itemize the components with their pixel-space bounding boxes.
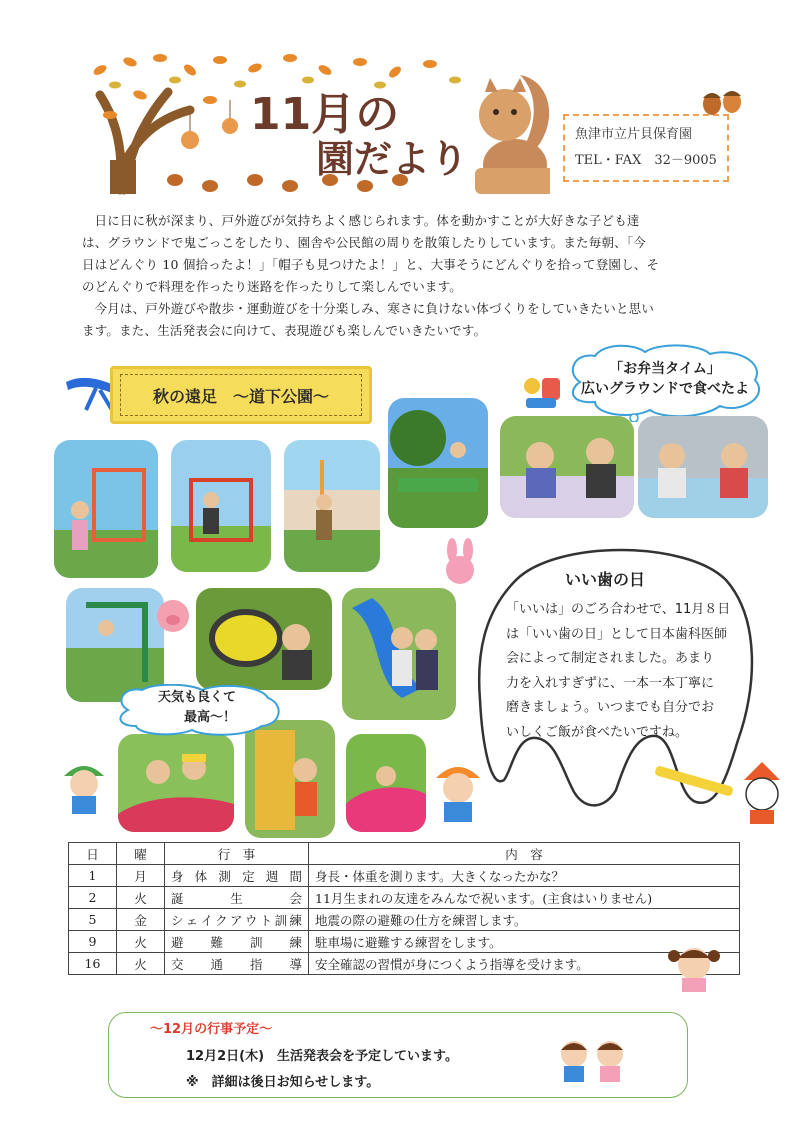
intro-line: ます。また、生活発表会に向けて、表現遊びも楽しんでいきたいです。 <box>82 323 487 338</box>
outing-photo <box>346 734 426 832</box>
school-name: 魚津市立片貝保育園 <box>575 127 693 142</box>
page-title: 園だより <box>316 137 469 181</box>
column-header: 日 <box>69 843 117 865</box>
toothbrush-character-icon <box>650 760 790 844</box>
child-character-icon <box>58 756 110 822</box>
header-illustration <box>80 40 550 200</box>
cell-weekday: 金 <box>117 909 165 931</box>
outing-photo <box>118 734 234 832</box>
cell-day: 2 <box>69 887 117 909</box>
cell-detail: 11月生まれの友達をみんなで祝います。(主食はいりません) <box>309 887 740 909</box>
teeth-text-line: いしくご飯が食べたいですね。 <box>506 724 689 740</box>
next-month-event: 12月2日(木) 生活発表会を予定しています。 <box>186 1049 458 1064</box>
intro-paragraph-1 <box>82 210 726 342</box>
cell-detail: 安全確認の習慣が身につくよう指導を受けます。 <box>309 953 740 975</box>
girl-character-icon <box>664 940 724 998</box>
cell-day: 1 <box>69 865 117 887</box>
outing-photo <box>171 440 271 572</box>
outing-photo <box>342 588 456 720</box>
school-info-box <box>563 114 729 182</box>
cell-weekday: 月 <box>117 865 165 887</box>
teeth-text-line: 力を入れすぎずに、一本一本丁寧に <box>506 675 715 691</box>
lunch-bubble-line-2: 広いグラウンドで食べたよ <box>581 381 749 397</box>
teeth-text-line: 「いいは」のごろ合わせで、11月８日 <box>506 602 731 617</box>
cell-event: シェイクアウト訓練 <box>165 909 309 931</box>
cell-event: 誕生会 <box>165 887 309 909</box>
table-header-row <box>69 843 740 865</box>
cell-detail: 身長・体重を測ります。大きくなったかな？ <box>309 865 740 887</box>
column-header: 行 事 <box>165 843 309 865</box>
table-row <box>69 887 740 909</box>
next-month-note: ※ 詳細は後日お知らせします。 <box>186 1075 380 1090</box>
outing-banner-label: 秋の遠足 ～道下公園～ <box>152 386 329 406</box>
teeth-day-text <box>506 598 731 745</box>
teeth-text-line: 磨きましょう。いつまでも自分でお <box>506 700 715 715</box>
cell-day: 9 <box>69 931 117 953</box>
cell-day: 5 <box>69 909 117 931</box>
cell-event: 避難訓練 <box>165 931 309 953</box>
cell-detail: 駐車場に避難する練習をします。 <box>309 931 740 953</box>
lunch-box-icon <box>520 372 566 416</box>
lunch-bubble-line-1: 「お弁当タイム」 <box>609 361 721 377</box>
singing-children-icon <box>552 1030 634 1090</box>
cell-weekday: 火 <box>117 931 165 953</box>
intro-line: は、グラウンドで鬼ごっこをしたり、園舎や公民館の周りを散策したりしています。また毎朝、「今 <box>82 235 647 250</box>
intro-line: 日に日に秋が深まり、戸外遊びが気持ちよく感じられます。体を動かすことが大好きな子ども達 <box>94 213 640 228</box>
title-month: 11月の <box>250 89 400 140</box>
weather-bubble-line-2: 最高～！ <box>183 710 236 725</box>
outing-banner <box>110 366 372 424</box>
school-contact: TEL・FAX 32－9005 <box>575 153 717 168</box>
column-header: 曜 <box>117 843 165 865</box>
intro-line: 日はどんぐり 10 個拾ったよ！」「帽子も見つけたよ！」と、大事そうにどんぐりを拾って登園し、そ <box>82 257 660 272</box>
lunch-photo <box>500 416 634 518</box>
teeth-text-line: 会によって制定されました。あまり <box>506 651 715 666</box>
table-row <box>69 909 740 931</box>
weather-bubble-line-1: 天気も良くて <box>157 690 236 705</box>
teeth-text-line: は「いい歯の日」として日本歯科医師 <box>506 626 728 642</box>
lunch-photo <box>638 416 768 518</box>
teeth-day-title: いい歯の日 <box>564 570 645 589</box>
cell-day: 16 <box>69 953 117 975</box>
intro-line: 今月は、戸外遊びや散歩・運動遊びを十分楽しみ、寒さに負けない体づくりをしていきたいと思い <box>94 301 655 316</box>
event-schedule-table <box>68 842 740 975</box>
cell-weekday: 火 <box>117 887 165 909</box>
cell-detail: 地震の際の避難の仕方を練習します。 <box>309 909 740 931</box>
cell-event: 交通指導 <box>165 953 309 975</box>
acorn-icon <box>700 84 744 122</box>
child-character-icon <box>430 756 486 830</box>
outing-photo <box>54 440 158 578</box>
lunch-speech-bubble <box>560 342 770 426</box>
outing-photo <box>388 398 488 528</box>
pig-icon <box>150 594 196 638</box>
outing-photo <box>284 440 380 572</box>
weather-speech-bubble <box>112 684 282 740</box>
table-row <box>69 865 740 887</box>
table-row <box>69 953 740 975</box>
column-header: 内 容 <box>309 843 740 865</box>
cell-event: 身体測定週間 <box>165 865 309 887</box>
table-row <box>69 931 740 953</box>
intro-line: のどんぐりで料理を作ったり迷路を作ったりして楽しんでいます。 <box>82 279 463 294</box>
outing-photo <box>196 588 332 690</box>
cell-weekday: 火 <box>117 953 165 975</box>
next-month-title: ～12月の行事予定～ <box>150 1022 273 1037</box>
